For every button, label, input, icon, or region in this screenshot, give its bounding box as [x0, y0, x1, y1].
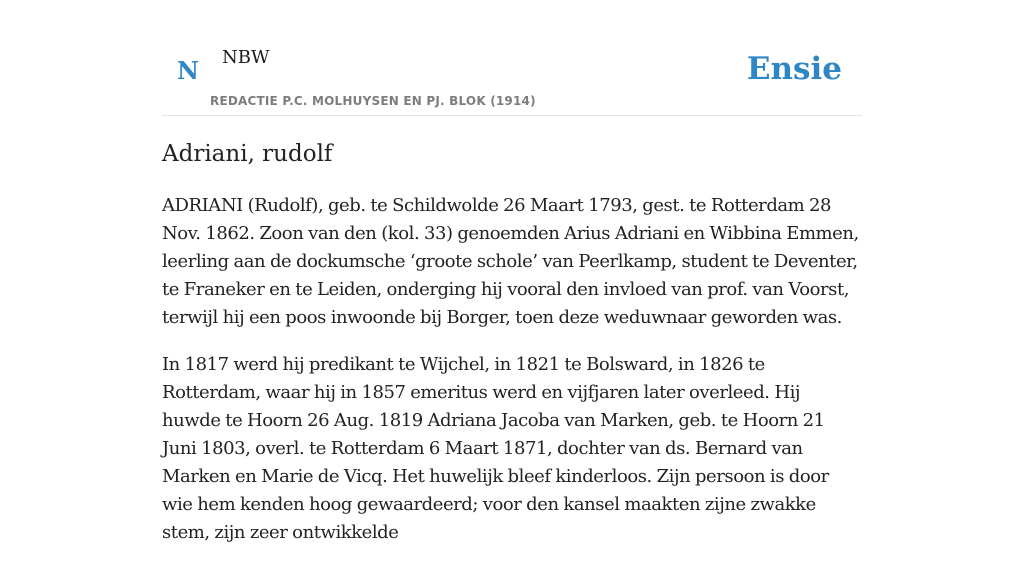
- article-body: [162, 192, 862, 566]
- source-header: [162, 0, 862, 116]
- source-title[interactable]: NBW: [222, 47, 270, 68]
- brand-logo[interactable]: Ensie: [746, 51, 842, 87]
- article-paragraph: In 1817 werd hij predikant te Wijchel, in 1821 te Bolsward, in 1826 te Rotterdam, waar hij in 1857 emeritus werd en vijfjaren later overleed. Hij huwde te Hoorn 26 Aug. 1819 Adriana Jacoba van Marken, geb. te Hoorn 21 Juni 1803, overl. te Rotterdam 6 Maart 1871, dochter van ds. Bernard van Marken en Marie de Vicq. Het huwelijk bleef kinderloos. Zijn persoon is door wie hem kenden hoog gewaardeerd; voor den kansel maakten zijne zwakke stem, zijn zeer ontwikkelde: [162, 354, 829, 543]
- article-title: Adriani, rudolf: [162, 141, 333, 167]
- article-paragraph: ADRIANI (Rudolf), geb. te Schildwolde 26 Maart 1793, gest. te Rotterdam 28 Nov. 1862. Zoon van den (kol. 33) genoemden Arius Adriani en Wibbina Emmen, leerling aan de dockumsche ‘groote schole’ van Peerlkamp, student te Deventer, te Franeker en te Leiden, onderging hij vooral den invloed van prof. van Voorst, terwijl hij een poos inwoonde bij Borger, toen deze weduwnaar geworden was.: [162, 195, 859, 328]
- source-logo[interactable]: N: [177, 56, 199, 85]
- source-subtitle: REDACTIE P.C. MOLHUYSEN EN PJ. BLOK (1914): [210, 94, 536, 108]
